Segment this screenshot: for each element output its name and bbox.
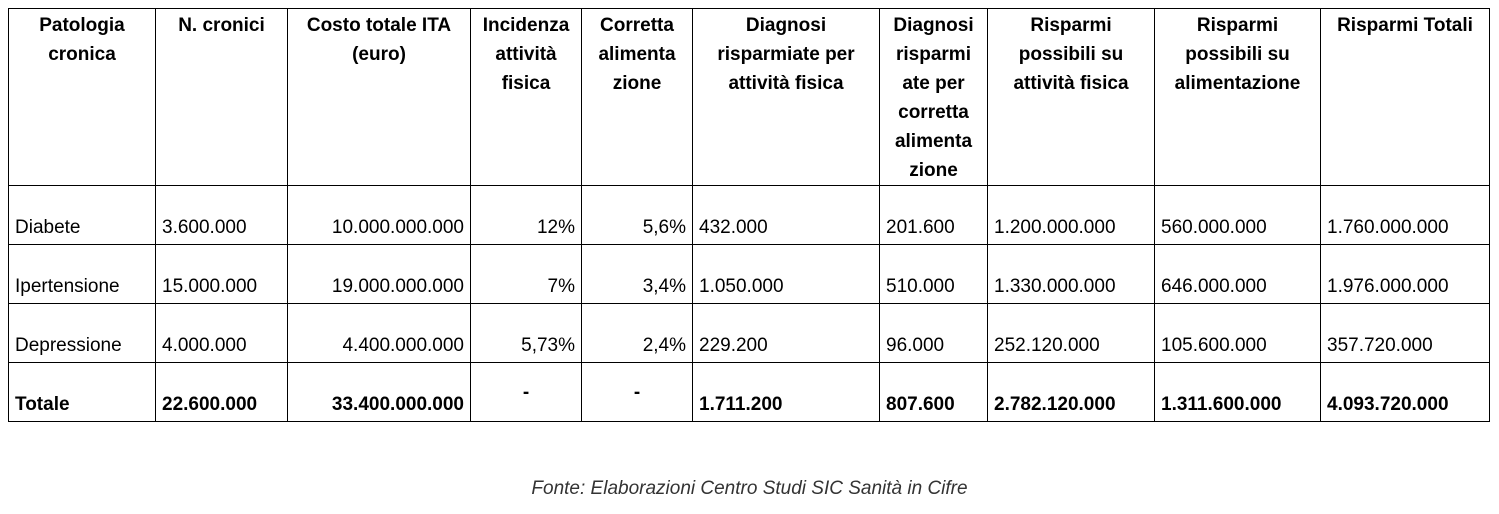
table-cell: 510.000 <box>880 245 988 304</box>
table-cell: 1.976.000.000 <box>1321 245 1490 304</box>
table-cell: 5,6% <box>582 186 693 245</box>
table-cell: 15.000.000 <box>156 245 288 304</box>
table-cell: 357.720.000 <box>1321 304 1490 363</box>
table-row <box>9 304 1490 363</box>
table-cell: 12% <box>471 186 582 245</box>
total-cell: - <box>582 363 693 422</box>
table-cell: 5,73% <box>471 304 582 363</box>
table-cell: 7% <box>471 245 582 304</box>
total-cell: 807.600 <box>880 363 988 422</box>
header-cell: Risparmi Totali <box>1321 9 1490 186</box>
table-cell: 1.330.000.000 <box>988 245 1155 304</box>
total-row <box>9 363 1490 422</box>
header-row <box>9 9 1490 186</box>
total-cell: 2.782.120.000 <box>988 363 1155 422</box>
row-label: Diabete <box>9 186 156 245</box>
header-cell: N. cronici <box>156 9 288 186</box>
header-cell: Diagnosi risparmiate per attività fisica <box>693 9 880 186</box>
table-cell: 19.000.000.000 <box>288 245 471 304</box>
table-cell: 4.000.000 <box>156 304 288 363</box>
table-cell: 229.200 <box>693 304 880 363</box>
total-cell: 33.400.000.000 <box>288 363 471 422</box>
header-cell: Diagnosi risparmi ate per corretta alimenta zione <box>880 9 988 186</box>
row-label: Totale <box>9 363 156 422</box>
row-label: Depressione <box>9 304 156 363</box>
header-cell: Corretta alimenta zione <box>582 9 693 186</box>
table-cell: 646.000.000 <box>1155 245 1321 304</box>
header-cell: Costo totale ITA (euro) <box>288 9 471 186</box>
table-cell: 1.200.000.000 <box>988 186 1155 245</box>
header-cell: Incidenza attività fisica <box>471 9 582 186</box>
total-cell: 1.711.200 <box>693 363 880 422</box>
data-table <box>8 8 1490 422</box>
table-cell: 252.120.000 <box>988 304 1155 363</box>
total-cell: - <box>471 363 582 422</box>
table-cell: 4.400.000.000 <box>288 304 471 363</box>
header-cell: Risparmi possibili su attività fisica <box>988 9 1155 186</box>
table-row <box>9 186 1490 245</box>
table-cell: 2,4% <box>582 304 693 363</box>
table-cell: 1.050.000 <box>693 245 880 304</box>
table-cell: 3.600.000 <box>156 186 288 245</box>
table-cell: 10.000.000.000 <box>288 186 471 245</box>
table-cell: 201.600 <box>880 186 988 245</box>
total-cell: 22.600.000 <box>156 363 288 422</box>
table-cell: 3,4% <box>582 245 693 304</box>
table-row <box>9 245 1490 304</box>
table-cell: 1.760.000.000 <box>1321 186 1490 245</box>
table-cell: 96.000 <box>880 304 988 363</box>
table-cell: 105.600.000 <box>1155 304 1321 363</box>
header-cell: Risparmi possibili su alimentazione <box>1155 9 1321 186</box>
source-caption: Fonte: Elaborazioni Centro Studi SIC Sanità in Cifre <box>531 478 968 499</box>
row-label: Ipertensione <box>9 245 156 304</box>
total-cell: 1.311.600.000 <box>1155 363 1321 422</box>
table-cell: 560.000.000 <box>1155 186 1321 245</box>
table-cell: 432.000 <box>693 186 880 245</box>
total-cell: 4.093.720.000 <box>1321 363 1490 422</box>
header-cell: Patologia cronica <box>9 9 156 186</box>
